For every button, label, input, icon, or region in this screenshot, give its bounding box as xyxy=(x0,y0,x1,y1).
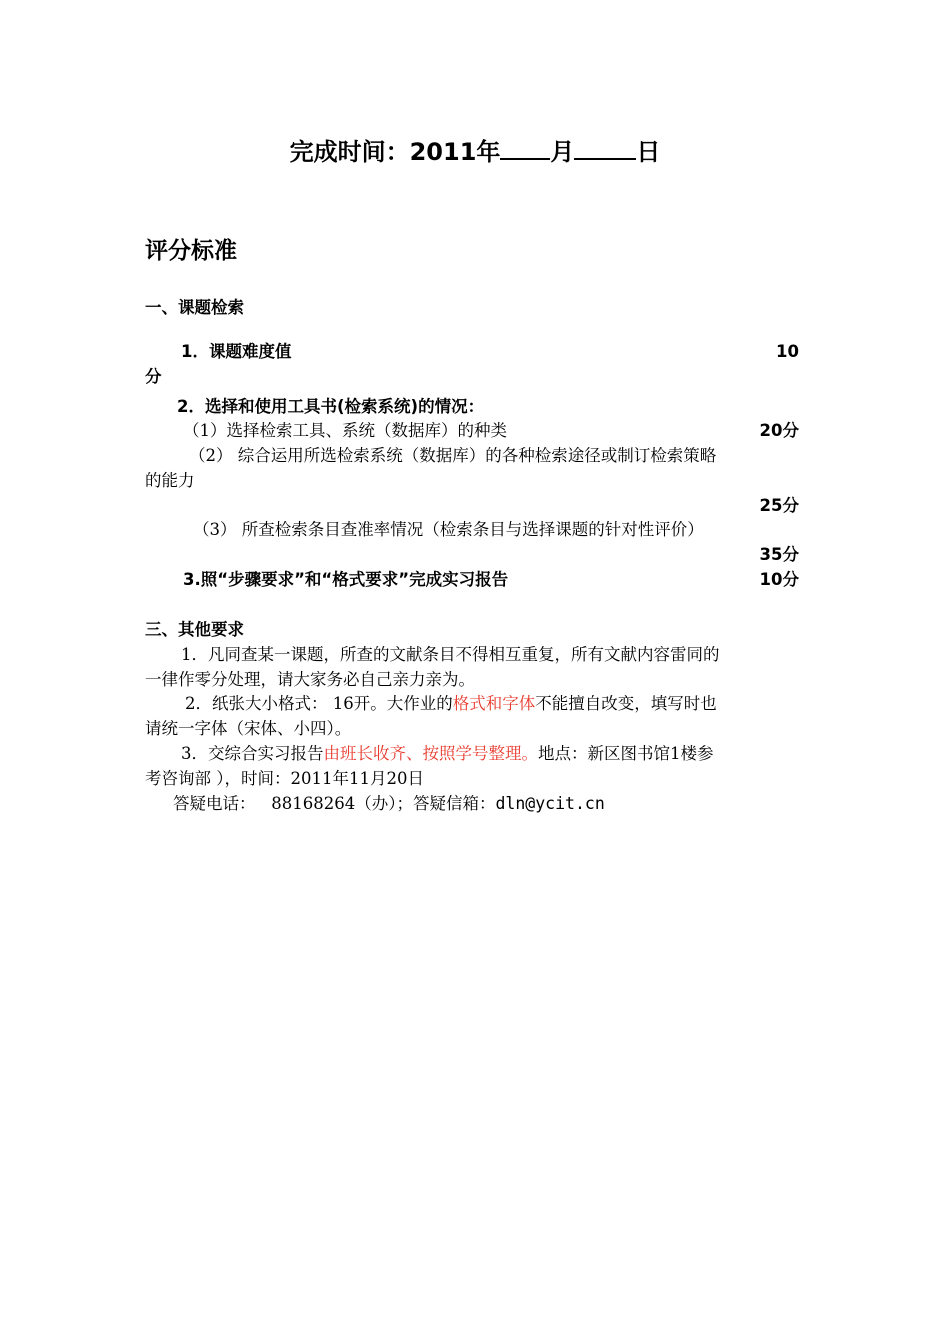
section1-title: 一、课题检索 xyxy=(145,298,244,317)
item1-label: 1．课题难度值 xyxy=(181,342,292,361)
item3-label: 3.照“步骤要求”和“格式要求”完成实习报告 xyxy=(183,570,509,589)
req3-text xyxy=(181,741,714,766)
section3-title: 三、其他要求 xyxy=(145,620,244,639)
req2-text xyxy=(185,691,717,716)
sub3-points: 35分 xyxy=(759,545,799,564)
item2-label: 2．选择和使用工具书(检索系统)的情况： xyxy=(177,397,485,416)
req3-pre: 3．交综合实习报告 xyxy=(181,744,324,763)
month-char: 月 xyxy=(550,138,575,166)
req3-highlight: 由班长收齐、按照学号整理。 xyxy=(323,744,538,763)
sub2-label-b: 的能力 xyxy=(145,471,195,490)
phone-label: 答疑电话： xyxy=(173,794,256,813)
sub1-label: （1）选择检索工具、系统（数据库）的种类 xyxy=(183,421,507,440)
sub3-label: （3） 所查检索条目查准率情况（检索条目与选择课题的针对性评价） xyxy=(193,520,704,539)
contact-text xyxy=(173,791,605,816)
completion-prefix: 完成时间：2011年 xyxy=(289,138,501,166)
sub1-points: 20分 xyxy=(759,421,799,440)
req3-post: 地点：新区图书馆1楼参 xyxy=(538,744,714,763)
req2-pre: 2．纸张大小格式： 16开。大作业的 xyxy=(185,694,453,713)
item1-points: 10 xyxy=(776,342,799,361)
req2-line-b: 请统一字体（宋体、小四）。 xyxy=(145,719,352,738)
req2-post: 不能擅自改变，填写时也 xyxy=(535,694,717,713)
sub2-points: 25分 xyxy=(759,496,799,515)
day-char: 日 xyxy=(636,138,661,166)
phone-number: 88168264（办）；答疑信箱： xyxy=(271,794,496,813)
email-address: dln@ycit.cn xyxy=(495,794,605,813)
month-blank xyxy=(500,132,550,160)
item3-points: 10分 xyxy=(759,570,799,589)
item1-points-unit: 分 xyxy=(145,367,162,386)
day-blank xyxy=(574,132,636,160)
req1-line-b: 一律作零分处理，请大家务必自己亲力亲为。 xyxy=(145,670,475,689)
req1-text-a: 1．凡同查某一课题，所查的文献条目不得相互重复，所有文献内容雷同的 xyxy=(181,645,720,664)
completion-date-line xyxy=(0,132,950,172)
sub2-label-a: （2） 综合运用所选检索系统（数据库）的各种检索途径或制订检索策略 xyxy=(189,446,717,465)
req2-highlight: 格式和字体 xyxy=(452,694,536,713)
req3-line-b: 考咨询部 ），时间：2011年11月20日 xyxy=(145,769,424,788)
score-criteria-title: 评分标准 xyxy=(145,238,237,264)
